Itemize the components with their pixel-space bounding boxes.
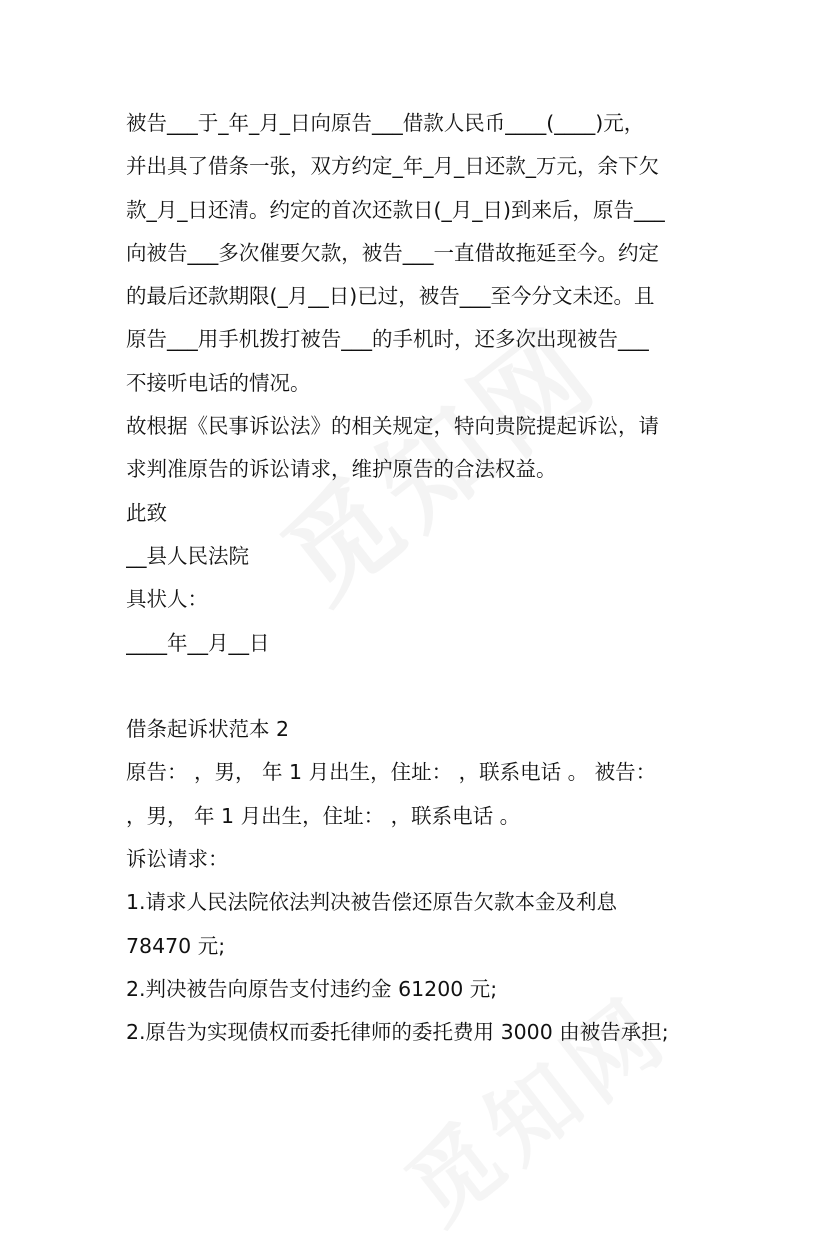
parties-line: 原告： ，男， 年 1 月出生，住址： ，联系电话 。 被告： [126, 760, 657, 785]
text-line: 被告___于_年_月_日向原告___借款人民币____(____)元， [126, 111, 645, 135]
claim-line: 78470 元; [126, 933, 226, 958]
document-page [126, 102, 711, 1055]
text-line: 求判准原告的诉讼请求，维护原告的合法权益。 [126, 457, 557, 482]
parties-line: ，男， 年 1 月出生，住址： ，联系电话 。 [126, 803, 521, 828]
section-title: 借条起诉状范本 2 [126, 717, 290, 742]
court-name: __县人民法院 [126, 543, 249, 568]
claim-line: 1.请求人民法院依法判决被告偿还原告欠款本金及利息 [126, 890, 618, 915]
paragraph-legal-basis [126, 405, 711, 492]
text-line: 并出具了借条一张，双方约定_年_月_日还款_万元，余下欠 [126, 154, 659, 179]
claim-line: 2.原告为实现债权而委托律师的委托费用 3000 由被告承担; [126, 1020, 669, 1045]
paragraph-loan-facts [126, 102, 711, 405]
text-line: 原告___用手机拨打被告___的手机时，还多次出现被告___ [126, 327, 649, 352]
text-line: 不接听电话的情况。 [126, 370, 311, 395]
text-line: 故根据《民事诉讼法》的相关规定，特向贵院提起诉讼，请 [126, 414, 659, 439]
salutation: 此致 [126, 500, 167, 525]
date-line: ____年__月__日 [126, 630, 270, 655]
text-line: 款_月_日还清。约定的首次还款日(_月_日)到来后，原告___ [126, 197, 665, 222]
text-line: 向被告___多次催要欠款，被告___一直借故拖延至今。约定 [126, 240, 659, 265]
claims-heading: 诉讼请求： [126, 847, 229, 872]
signer-label: 具状人： [126, 587, 208, 612]
claim-line: 2.判决被告向原告支付违约金 61200 元; [126, 976, 498, 1001]
spacer [126, 665, 711, 708]
text-line: 的最后还款期限(_月__日)已过，被告___至今分文未还。且 [126, 284, 655, 309]
